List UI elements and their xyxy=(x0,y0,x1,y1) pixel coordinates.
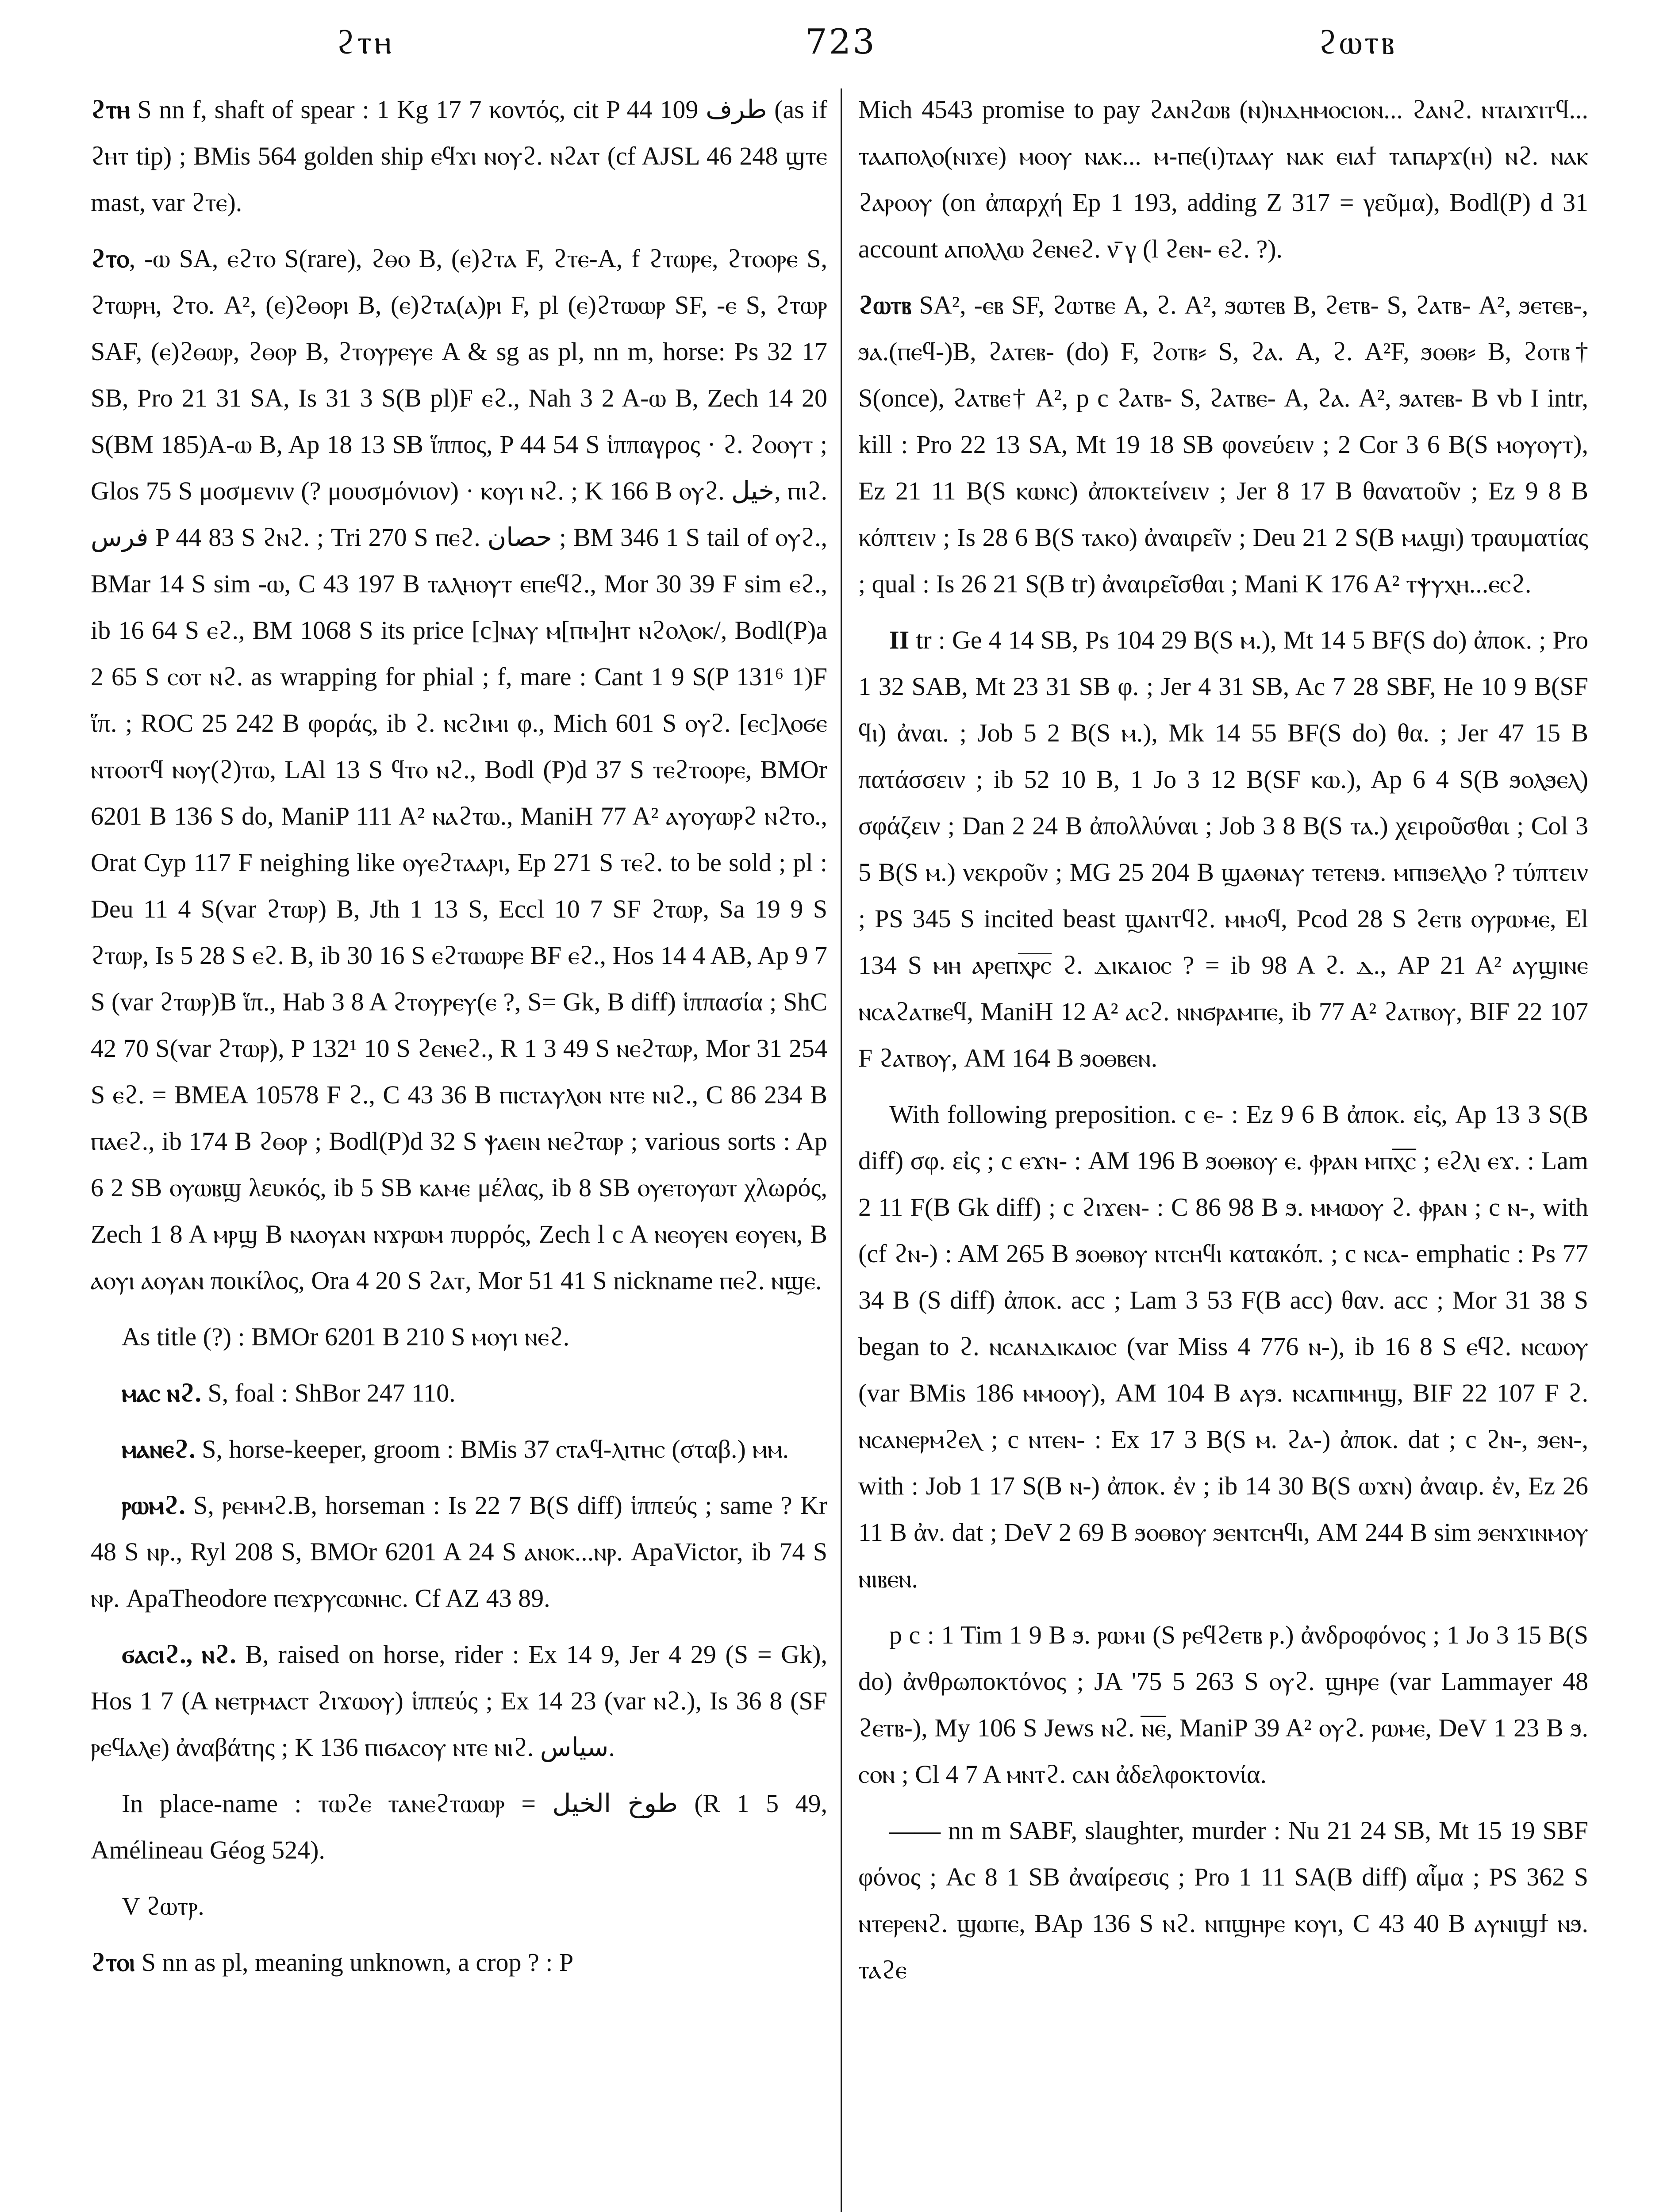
entry-text: S nn f, shaft of spear : 1 Kg 17 7 κοντός, cit P 44 109 طرف (as if ϩⲏⲧ tip) ; BMis 564 golden ship ⲉϥϫⲓ ⲛⲟⲩϩ. ⲛϩⲁⲧ (cf AJSL 46 248 ϣⲧⲉ mast, var ϩⲧⲉ). xyxy=(91,95,827,217)
entry-paragraph xyxy=(91,86,827,226)
header-right-guide-word: ϩⲱⲧⲃ xyxy=(1318,22,1397,61)
entry-text: With following preposition. c ⲉ- : Ez 9 6 B ἀποκ. εἰς, Ap 13 3 S(B diff) σφ. εἰς ; c ⲉϫⲛ- : AM 196 B ϧⲟⲑⲃⲟⲩ ⲉ. ⲫⲣⲁⲛ ⲙⲡⲭ̅ⲥ̅ ; ⲉϩⲗⲓ ⲉϫ. : Lam 2 11 F(B Gk diff) ; c ϩⲓϫⲉⲛ- : C 86 98 B ϧ. ⲙⲙⲱⲟⲩ ϩ. ⲫⲣⲁⲛ ; c ⲛ-, with (cf ϩⲛ-) : AM 265 B ϧⲟⲑⲃⲟⲩ ⲛⲧⲥⲏϥⲓ κατακόπ. ; c ⲛⲥⲁ- emphatic : Ps 77 34 B (S diff) ἀποκ. acc ; Lam 3 53 F(B acc) θαν. acc ; Mor 31 38 S began to ϩ. ⲛⲥⲁⲛⲇⲓⲕⲁⲓⲟⲥ (var Miss 4 776 ⲛ-), ib 16 8 S ⲉϥϩ. ⲛⲥⲱⲟⲩ (var BMis 186 ⲙⲙⲟⲟⲩ), AM 104 B ⲁⲩϧ. ⲛⲥⲁⲡⲓⲙⲏϣ, BIF 22 107 F ϩ. ⲛⲥⲁⲛⲉⲣⲙϩⲉⲗ ; c ⲛⲧⲉⲛ- : Ex 17 3 B(S ⲙ. ϩⲁ-) ἀποκ. dat ; c ϩⲛ-, ϧⲉⲛ-, with : Job 1 17 S(B ⲛ-) ἀποκ. ἐν ; ib 14 30 B(S ⲱϫⲛ) ἀναιρ. ἐν, Ez 26 11 B ἀν. dat ; DeV 2 69 B ϧⲟⲑⲃⲟⲩ ϧⲉⲛⲧⲥⲏϥⲓ, AM 244 B sim ϧⲉⲛϫⲓⲛⲙⲟⲩ ⲛⲓⲃⲉⲛ. xyxy=(858,1100,1588,1593)
entry-paragraph xyxy=(91,1780,827,1873)
entry-paragraph xyxy=(91,1313,827,1360)
entry-text: In place-name : ⲧⲱϩⲉ ⲧⲁⲛⲉϩⲧⲱⲱⲣ = طوخ الخيل (R 1 5 49, Amélineau Géog 524). xyxy=(91,1789,827,1864)
entry-text: tr : Ge 4 14 SB, Ps 104 29 B(S ⲙ.), Mt 14 5 BF(S do) ἀποκ. ; Pro 1 32 SAB, Mt 23 31 SB φ. ; Jer 4 31 SB, Ac 7 28 SBF, He 10 9 B(SF ϥⲓ) ἀναι. ; Job 5 2 B(S ⲙ.), Mk 14 55 BF(S do) θα. ; Jer 47 15 B πατάσσειν ; ib 52 10 B, 1 Jo 3 12 B(SF ⲕⲱ.), Ap 6 4 S(B ϧⲟⲗϧⲉⲗ) σφάζειν ; Dan 2 24 B ἀπολλύναι ; Job 3 8 B(S ⲧⲁ.) χειροῦσθαι ; Col 3 5 B(S ⲙ.) νεκροῦν ; MG 25 204 B ϣⲁⲑⲛⲁⲩ ⲧⲉⲧⲉⲛϧ. ⲙⲡⲓϧⲉⲗⲗⲟ ? τύπτειν ; PS 345 S incited beast ϣⲁⲛⲧϥϩ. ⲙⲙⲟϥ, Pcod 28 S ϩⲉⲧⲃ ⲟⲩⲣⲱⲙⲉ, El 134 S ⲙⲏ ⲁⲣⲉⲡⲭ̅ⲣ̅ⲥ̅ ϩ. ⲇⲓⲕⲁⲓⲟⲥ ? = ib 98 A ϩ. ⲇ., AP 21 A² ⲁⲩϣⲓⲛⲉ ⲛⲥⲁϩⲁⲧⲃⲉϥ, ManiH 12 A² ⲁⲥϩ. ⲛⲛϭⲣⲁⲙⲡⲉ, ib 77 A² ϩⲁⲧⲃⲟⲩ, BIF 22 107 F ϩⲁⲧⲃⲟⲩ, AM 164 B ϧⲟⲑⲃⲉⲛ. xyxy=(858,626,1588,1072)
entry-paragraph xyxy=(858,617,1588,1081)
entry-paragraph xyxy=(91,1426,827,1472)
left-column xyxy=(91,86,827,2212)
entry-headword: II xyxy=(889,626,910,654)
entry-headword: ϩⲧⲟⲓ xyxy=(91,1948,135,1977)
entry-paragraph xyxy=(91,235,827,1304)
entry-paragraph xyxy=(858,1612,1588,1797)
entry-paragraph xyxy=(858,86,1588,272)
entry-paragraph xyxy=(858,282,1588,607)
entry-paragraph xyxy=(858,1807,1588,1993)
column-divider xyxy=(841,88,842,2212)
entry-text: As title (?) : BMOr 6201 B 210 S ⲙⲟⲩⲓ ⲛⲉϩ. xyxy=(122,1322,570,1351)
entry-text: , -ⲱ SA, ⲉϩⲧⲟ S(rare), ϩⲑⲟ B, (ⲉ)ϩⲧⲁ F, ϩⲧⲉ-A, f ϩⲧⲱⲣⲉ, ϩⲧⲟⲟⲣⲉ S, ϩⲧⲱⲣⲏ, ϩⲧⲟ. A², (ⲉ)ϩⲑⲟⲣⲓ B, (ⲉ)ϩⲧⲁ(ⲁ)ⲣⲓ F, pl (ⲉ)ϩⲧⲱⲱⲣ SF, -ⲉ S, ϩⲧⲱⲣ SAF, (ⲉ)ϩⲑⲱⲣ, ϩⲑⲟⲣ B, ϩⲧⲟⲩⲣⲉⲩⲉ A & sg as pl, nn m, horse: Ps 32 17 SB, Pro 21 31 SA, Is 31 3 S(B pl)F ⲉϩ., Nah 3 2 A-ⲱ B, Zech 14 20 S(BM 185)A-ⲱ B, Ap 18 13 SB ἵππος, P 44 54 S ἱππαγρος · ϩ. ϩⲟⲟⲩⲧ ; Glos 75 S μοσμενιν (? μουσμόνιον) · ⲕⲟⲩⲓ ⲛϩ. ; K 166 B ⲟⲩϩ. خيل, ⲡⲓϩ. فرس P 44 83 S ϩⲛϩ. ; Tri 270 S ⲡⲉϩ. حصان ; BM 346 1 S tail of ⲟⲩϩ., BMar 14 S sim -ⲱ, C 43 197 B ⲧⲁⲗⲏⲟⲩⲧ ⲉⲡⲉϥϩ., Mor 30 39 F sim ⲉϩ., ib 16 64 S ⲉϩ., BM 1068 S its price [c]ⲛⲁⲩ ⲙ[ⲡⲙ]ⲏⲧ ⲛϩⲟⲗⲟⲕ/, Bodl(P)a 2 65 S ⲥⲟⲧ ⲛϩ. as wrapping for phial ; f, mare : Cant 1 9 S(P 131⁶ 1)F ἵπ. ; ROC 25 242 B φοράς, ib ϩ. ⲛⲥϩⲓⲙⲓ φ., Mich 601 S ⲟⲩϩ. [ⲉⲥ]ⲗⲟϭⲉ ⲛⲧⲟⲟⲧϥ ⲛⲟⲩ(ϩ)ⲧⲱ, LAl 13 S ϥⲧⲟ ⲛϩ., Bodl (P)d 37 S ⲧⲉϩⲧⲟⲟⲣⲉ, BMOr 6201 B 136 S do, ManiP 111 A² ⲛⲁϩⲧⲱ., ManiH 77 A² ⲁⲩⲟⲩⲱⲣϩ ⲛϩⲧⲟ., Orat Cyp 117 F neighing like ⲟⲩⲉϩⲧⲁⲁⲣⲓ, Ep 271 S ⲧⲉϩ. to be sold ; pl : Deu 11 4 S(var ϩⲧⲱⲣ) B, Jth 1 13 S, Eccl 10 7 SF ϩⲧⲱⲣ, Sa 19 9 S ϩⲧⲱⲣ, Is 5 28 S ⲉϩ. B, ib 30 16 S ⲉϩⲧⲱⲱⲣⲉ BF ⲉϩ., Hos 14 4 AB, Ap 9 7 S (var ϩⲧⲱⲣ)B ἵπ., Hab 3 8 A ϩⲧⲟⲩⲣⲉⲩ(ⲉ ?, S= Gk, B diff) ἱππασία ; ShC 42 70 S(var ϩⲧⲱⲣ), P 132¹ 10 S ϩⲉⲛⲉϩ., R 1 3 49 S ⲛⲉϩⲧⲱⲣ, Mor 31 254 S ⲉϩ. = BMEA 10578 F ϩ., C 43 36 B ⲡⲓⲥⲧⲁⲩⲗⲟⲛ ⲛⲧⲉ ⲛⲓϩ., C 86 234 B ⲡⲁⲉϩ., ib 174 B ϩⲑⲟⲣ ; Bodl(P)d 32 S ⲯⲁⲉⲓⲛ ⲛⲉϩⲧⲱⲣ ; various sorts : Ap 6 2 SB ⲟⲩⲱⲃϣ λευκός, ib 5 SB ⲕⲁⲙⲉ μέλας, ib 8 SB ⲟⲩⲉⲧⲟⲩⲱⲧ χλωρός, Zech 1 8 A ⲙⲣϣ B ⲛⲁⲟⲩⲁⲛ ⲛϫⲣⲱⲙ πυρρός, Zech l c A ⲛⲉⲟⲩⲉⲛ ⲉⲟⲩⲉⲛ, B ⲁⲟⲩⲓ ⲁⲟⲩⲁⲛ ποικίλος, Ora 4 20 S ϩⲁⲧ, Mor 51 41 S nickname ⲡⲉϩ. ⲛϣⲉ. xyxy=(91,244,827,1295)
entry-text: p c : 1 Tim 1 9 B ϧ. ⲣⲱⲙⲓ (S ⲣⲉϥϩⲉⲧⲃ ⲣ.) ἀνδροφόνος ; 1 Jo 3 15 B(S do) ἀνθρωποκτόνος ; JA '75 5 263 S ⲟⲩϩ. ϣⲏⲣⲉ (var Lammayer 48 ϩⲉⲧⲃ-), My 106 S Jews ⲛϩ. ⲛ̅ⲉ̅, ManiP 39 A² ⲟⲩϩ. ⲣⲱⲙⲉ, DeV 1 23 B ϧ. ⲥⲟⲛ ; Cl 4 7 A ⲙⲛⲧϩ. ⲥⲁⲛ ἀδελφοκτονία. xyxy=(858,1621,1588,1789)
entry-headword: ϭⲁⲥⲓϩ., ⲛϩ. xyxy=(122,1640,236,1669)
entry-headword: ϩⲧⲏ xyxy=(91,95,130,124)
entry-headword: ⲙⲁⲥ ⲛϩ. xyxy=(122,1379,201,1407)
entry-paragraph xyxy=(91,1482,827,1621)
entry-headword: ⲣⲱⲙϩ. xyxy=(122,1491,185,1520)
entry-paragraph xyxy=(858,1091,1588,1602)
entry-paragraph xyxy=(91,1883,827,1929)
right-column xyxy=(858,86,1588,2212)
entry-paragraph xyxy=(91,1370,827,1416)
header-left-guide-word: ϩⲧⲏ xyxy=(336,22,394,61)
entry-text: S, ⲣⲉⲙⲙϩ.B, horseman : Is 22 7 B(S diff) ἱππεύς ; same ? Kr 48 S ⲛⲣ., Ryl 208 S, BMOr 6201 A 24 S ⲁⲛⲟⲕ...ⲛⲣ. ApaVictor, ib 74 S ⲛⲣ. ApaTheodore ⲡⲉϫⲣⲩⲥⲱⲛⲏⲥ. Cf AZ 43 89. xyxy=(91,1491,827,1613)
entry-text: B, raised on horse, rider : Ex 14 9, Jer 4 29 (S = Gk), Hos 1 7 (A ⲛⲉⲧⲣⲙⲁⲥⲧ ϩⲓϫⲱⲟⲩ) ἱππεύς ; Ex 14 23 (var ⲛϩ.), Is 36 8 (SF ⲣⲉϥⲁⲗⲉ) ἀναβάτης ; K 136 ⲡⲓϭⲁⲥⲟⲩ ⲛⲧⲉ ⲛⲓϩ. سياس. xyxy=(91,1640,827,1762)
entry-text: S, foal : ShBor 247 110. xyxy=(201,1379,456,1407)
entry-headword: ⲙⲁⲛⲉϩ. xyxy=(122,1435,196,1463)
page-header xyxy=(88,18,1663,71)
entry-headword: ϩⲧⲟ xyxy=(91,244,129,273)
entry-paragraph xyxy=(91,1939,827,1985)
entry-paragraph xyxy=(91,1631,827,1770)
entry-text: V ϩⲱⲧⲣ. xyxy=(122,1892,204,1920)
entry-text: S, horse-keeper, groom : BMis 37 ⲥⲧⲁϥ-ⲗⲓⲧⲏⲥ (σταβ.) ⲙⲙ. xyxy=(195,1435,789,1463)
entry-text: Mich 4543 promise to pay ϩⲁⲛϩⲱⲃ (ⲛ)ⲛⲇⲏⲙⲟⲥⲓⲟⲛ... ϩⲁⲛϩ. ⲛⲧⲁⲓϫⲓⲧϥ... ⲧⲁⲁⲡⲟⲗⲟ(ⲛⲓϫⲉ) ⲙⲟⲟⲩ ⲛⲁⲕ... ⲙ-ⲡⲉ(ⲓ)ⲧⲁⲁⲩ ⲛⲁⲕ ⲉⲓⲁϯ ⲧⲁⲡⲁⲣϫ(ⲏ) ⲛϩ. ⲛⲁⲕ ϩⲁⲣⲟⲟⲩ (on ἀπαρχή Ep 1 193, adding Z 317 = γεῦμα), Bodl(P) d 31 account ⲁⲡⲟⲗⲗⲱ ϩⲉⲛⲉϩ. ν̄ γ (l ϩⲉⲛ- ⲉϩ. ?). xyxy=(858,95,1588,263)
entry-text: S nn as pl, meaning unknown, a crop ? : P xyxy=(135,1948,574,1977)
page-number: 723 xyxy=(805,22,876,62)
entry-text: SA², -ⲉⲃ SF, ϩⲱⲧⲃⲉ A, ϩ. A², ϧⲱⲧⲉⲃ B, ϩⲉⲧⲃ- S, ϩⲁⲧⲃ- A², ϧⲉⲧⲉⲃ-, ϧⲁ.(ⲡⲉϥ-)B, ϩⲁⲧⲉⲃ- (do) F, ϩⲟⲧⲃ⸗ S, ϩⲁ. A, ϩ. A²F, ϧⲟⲑⲃ⸗ B, ϩⲟⲧⲃ† S(once), ϩⲁⲧⲃⲉ† A², p c ϩⲁⲧⲃ- S, ϩⲁⲧⲃⲉ- A, ϩⲁ. A², ϧⲁⲧⲉⲃ- B vb I intr, kill : Pro 22 13 SA, Mt 19 18 SB φονεύειν ; 2 Cor 3 6 B(S ⲙⲟⲩⲟⲩⲧ), Ez 21 11 B(S ⲕⲱⲛⲥ) ἀποκτείνειν ; Jer 8 17 B θανατοῦν ; Ez 9 8 B κόπτειν ; Is 28 6 B(S ⲧⲁⲕⲟ) ἀναιρεῖν ; Deu 21 2 S(B ⲙⲁϣⲓ) τραυματίας ; qual : Is 26 21 S(B tr) ἀναιρεῖσθαι ; Mani K 176 A² ⲧⲯⲩⲭⲏ...ⲉⲥϩ. xyxy=(858,291,1588,598)
entry-text: —— nn m SABF, slaughter, murder : Nu 21 24 SB, Mt 15 19 SBF φόνος ; Ac 8 1 SB ἀναίρεσις ; Pro 1 11 SA(B diff) αἷμα ; PS 362 S ⲛⲧⲉⲣⲉⲛϩ. ϣⲱⲡⲉ, BAp 136 S ⲛϩ. ⲛⲡϣⲏⲣⲉ ⲕⲟⲩⲓ, C 43 40 B ⲁⲩⲛⲓϣϯ ⲛϧ. ⲧⲁϩⲉ xyxy=(858,1816,1588,1984)
entry-headword: ϩⲱⲧⲃ xyxy=(858,291,911,319)
